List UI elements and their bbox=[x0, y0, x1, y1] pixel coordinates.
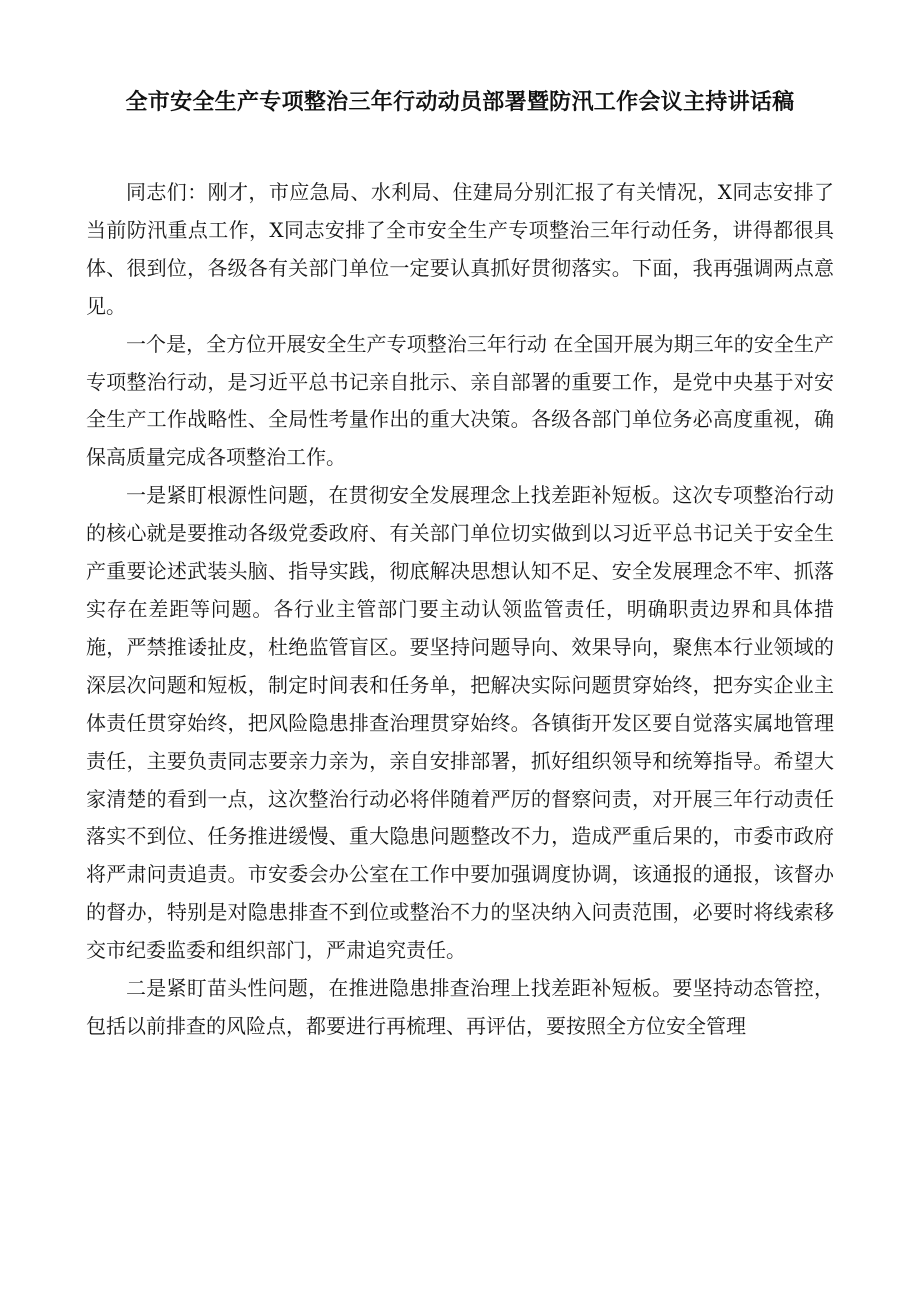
paragraph-greeting: 同志们：刚才，市应急局、水利局、住建局分别汇报了有关情况，X同志安排了当前防汛重点工作，X同志安排了全市安全生产专项整治三年行动任务，讲得都很具体、很到位，各级各有关部门单位一定要认真抓好贯彻落实。下面，我再强调两点意见。 bbox=[86, 180, 834, 318]
document-body bbox=[86, 174, 834, 1046]
document-title: 全市安全生产专项整治三年行动动员部署暨防汛工作会议主持讲话稿 bbox=[125, 90, 795, 115]
paragraph-subpoint-one: 一是紧盯根源性问题，在贯彻安全发展理念上找差距补短板。这次专项整治行动的核心就是要推动各级党委政府、有关部门单位切实做到以习近平总书记关于安全生产重要论述武装头脑、指导实践，彻底解决思想认知不足、安全发展理念不牢、抓落实存在差距等问题。各行业主管部门要主动认领监管责任，明确职责边界和具体措施，严禁推诿扯皮，杜绝监管盲区。要坚持问题导向、效果导向，聚焦本行业领域的深层次问题和短板，制定时间表和任务单，把解决实际问题贯穿始终，把夯实企业主体责任贯穿始终，把风险隐患排查治理贯穿始终。各镇街开发区要自觉落实属地管理责任，主要负责同志要亲力亲为，亲自安排部署，抓好组织领导和统筹指导。希望大家清楚的看到一点，这次整治行动必将伴随着严厉的督察问责，对开展三年行动责任落实不到位、任务推进缓慢、重大隐患问题整改不力，造成严重后果的，市委市政府将严肃问责追责。市安委会办公室在工作中要加强调度协调，该通报的通报，该督办的督办，特别是对隐患排查不到位或整治不力的坚决纳入问责范围，必要时将线索移交市纪委监委和组织部门，严肃追究责任。 bbox=[86, 483, 834, 963]
paragraph-point-one: 一个是，全方位开展安全生产专项整治三年行动 在全国开展为期三年的安全生产专项整治行动，是习近平总书记亲自批示、亲自部署的重要工作，是党中央基于对安全生产工作战略性、全局性考量作出的重大决策。各级各部门单位务必高度重视，确保高质量完成各项整治工作。 bbox=[86, 331, 834, 470]
paragraph-subpoint-two: 二是紧盯苗头性问题，在推进隐患排查治理上找差距补短板。要坚持动态管控，包括以前排查的风险点，都要进行再梳理、再评估，要按照全方位安全管理 bbox=[86, 976, 834, 1038]
